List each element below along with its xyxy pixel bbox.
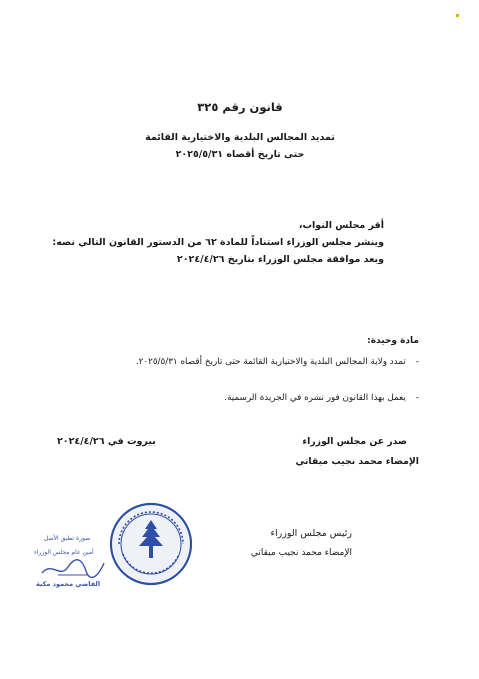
article-item-1 [136,357,419,367]
subtitle-line-2: حتى تاريخ أقصاه ٢٠٢٥/٥/٣١ [175,149,305,160]
item-dash: - [415,357,419,367]
official-stamp-icon [109,502,193,586]
law-title: قانون رقم ٣٢٥ [197,100,283,114]
preamble-line-3: وبعد موافقة مجلس الوزراء بتاريخ ٢٠٢٤/٤/٢٦ [176,254,384,265]
article-heading: مادة وحيدة: [367,336,419,346]
handwritten-signature-icon [38,555,108,581]
article-item-2 [224,393,419,403]
preamble-line-2: وينشر مجلس الوزراء استناداً للمادة ٦٢ من الدستور القانون التالي نصه: [52,237,384,248]
article-item-text: تمدد ولاية المجالس البلدية والاختيارية القائمة حتى تاريخ أقصاه ٢٠٢٥/٥/٣١. [135,357,406,367]
issuance-signature: الإمضاء محمد نجيب ميقاتي [295,456,419,467]
prime-minister-signature: الإمضاء محمد نجيب ميقاتي [250,548,352,558]
corner-mark [456,14,459,17]
article-item-text: يعمل بهذا القانون فور نشره في الجريدة الرسمية. [224,393,406,403]
prime-minister-title: رئيس مجلس الوزراء [270,528,352,539]
law-subtitle [100,129,380,163]
issued-by: صدر عن مجلس الوزراء [302,436,407,447]
preamble [52,217,384,268]
subtitle-line-1: تمديد المجالس البلدية والاختيارية القائمة [145,132,335,143]
seal-secretary-general: أمين عام مجلس الوزراء [34,549,94,556]
item-dash: - [415,393,419,403]
seal-judge-name: القاضي محمود مكية [36,580,101,588]
seal-true-copy: صورة تطبق الأصل [44,535,91,542]
preamble-line-1: أقر مجلس النواب، [298,220,384,231]
place-date: بيروت في ٢٠٢٤/٤/٢٦ [57,436,156,447]
